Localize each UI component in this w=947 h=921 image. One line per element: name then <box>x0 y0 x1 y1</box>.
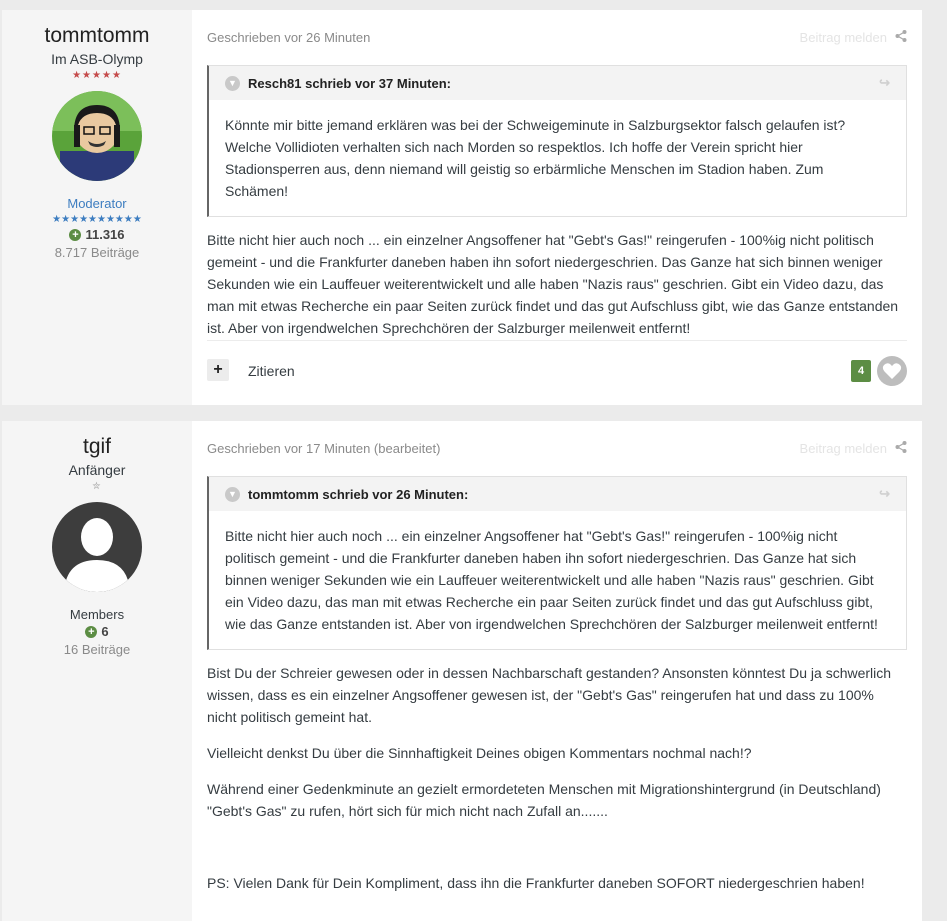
chevron-down-icon[interactable]: ▼ <box>225 76 240 91</box>
quote-author: Resch81 schrieb vor 37 Minuten: <box>248 75 452 91</box>
paragraph: Bist Du der Schreier gewesen oder in dessen Nachbarschaft gestanden? Ansonsten könntest Du ja schwerlich wissen, dass es ein einzelner Angsoffener gewesen ist, der "Gebt's Gas" reingerufen hat und dass zu 100% nicht politisch gemeint hat. <box>207 665 892 725</box>
reputation <box>2 624 192 639</box>
paragraph: PS: Vielen Dank für Dein Kompliment, dass ihn die Frankfurter daneben SOFORT niedergeschrien haben! <box>207 875 865 891</box>
post-content <box>192 421 922 921</box>
post-body <box>207 662 907 894</box>
post <box>2 10 922 405</box>
author-panel <box>2 10 192 405</box>
user-group: Members <box>69 607 125 622</box>
author-name[interactable]: tgif <box>82 435 111 458</box>
author-title: Im ASB-Olymp <box>51 51 143 67</box>
reputation-value: 11.316 <box>85 227 125 242</box>
reaction-count[interactable]: 4 <box>851 360 871 382</box>
paragraph: Bitte nicht hier auch noch ... ein einzelner Angsoffener hat "Gebt's Gas!" reingerufen - 100%ig nicht politisch gemeint - und die Frankfurter daneben haben ihn sofort niedergeschrien. Das Ganze hat sich binnen weniger Sekunden wie ein Lauffeuer weiterentwickelt und alle haben "Nazis raus" geschrien. Gibt ein Video dazu, das man mit etwas Recherche ein paar Seiten zurück findet und das gut Aufschluss gibt, wie das Ganze entstanden ist. Aber von irgendwelchen Sprechchören der Salzburger meilenweit entfernt! <box>207 232 899 336</box>
share-icon[interactable] <box>895 441 907 456</box>
post-actions <box>207 340 907 400</box>
reputation <box>2 227 192 242</box>
share-icon[interactable] <box>895 30 907 45</box>
avatar[interactable] <box>52 502 142 592</box>
reactions <box>851 356 907 386</box>
post-meta <box>207 441 907 456</box>
post-date[interactable]: Geschrieben vor 26 Minuten <box>207 30 371 45</box>
quote-header <box>209 477 906 511</box>
quote-author: tommtomm schrieb vor 26 Minuten: <box>248 486 469 502</box>
avatar[interactable] <box>52 91 142 181</box>
quote-block <box>207 65 907 217</box>
default-avatar-icon <box>52 502 142 592</box>
post <box>2 421 922 921</box>
author-name[interactable]: tommtomm <box>44 24 150 47</box>
post-meta <box>207 30 907 45</box>
quote-block <box>207 476 907 650</box>
quote-body: Könnte mir bitte jemand erklären was bei der Schweigeminute in Salzburgsektor falsch gelaufen ist? Welche Vollidioten verhalten sich nach Morden so respektlos. Ich hoffe der Verein spricht hier Stadionsperren aus, denn niemand will geistig so erbärmliche Menschen im Stadion haben. Zum Schämen! <box>225 117 846 199</box>
report-link[interactable]: Beitrag melden <box>799 30 887 45</box>
rank-stars: ✮ <box>92 481 102 492</box>
post-body <box>207 229 907 339</box>
share-arrow-icon[interactable]: ↪ <box>879 75 890 90</box>
post-count: 8.717 Beiträge <box>54 245 140 260</box>
share-arrow-icon[interactable]: ↪ <box>879 486 890 501</box>
cite-button[interactable]: Zitieren <box>248 362 295 379</box>
plus-icon: + <box>69 229 81 241</box>
post-date[interactable]: Geschrieben vor 17 Minuten (bearbeitet) <box>207 441 441 456</box>
quote-header <box>209 66 906 100</box>
multiquote-button[interactable]: + <box>207 359 229 381</box>
author-panel <box>2 421 192 921</box>
chevron-down-icon[interactable]: ▼ <box>225 487 240 502</box>
paragraph: Während einer Gedenkminute an gezielt ermordeteten Menschen mit Migrationshintergrund (in Deutschland) "Gebt's Gas" zu rufen, hört sich für mich nicht nach Zufall an....... <box>207 781 881 819</box>
user-group: Moderator <box>67 196 127 211</box>
rank-pips: ★★★★★★★★★★ <box>52 214 142 225</box>
heart-icon[interactable] <box>877 356 907 386</box>
paragraph: Vielleicht denkst Du über die Sinnhaftigkeit Deines obigen Kommentars nochmal nach!? <box>207 745 752 761</box>
author-title: Anfänger <box>68 462 126 478</box>
avatar-image <box>52 91 142 181</box>
rank-stars: ★★★★★ <box>72 70 122 81</box>
reputation-value: 6 <box>101 624 109 639</box>
report-link[interactable]: Beitrag melden <box>799 441 887 456</box>
post-count: 16 Beiträge <box>63 642 131 657</box>
post-content <box>192 10 922 405</box>
quote-body: Bitte nicht hier auch noch ... ein einzelner Angsoffener hat "Gebt's Gas!" reingerufen - 100%ig nicht politisch gemeint - und die Frankfurter daneben haben ihn sofort niedergeschrien. Das Ganze hat sich binnen weniger Sekunden wie ein Lauffeuer weiterentwickelt und alle haben "Nazis raus" geschrien. Gibt ein Video dazu, das man mit etwas Recherche ein paar Seiten zurück findet und das gut Aufschluss gibt, wie das Ganze entstanden ist. Aber von irgendwelchen Sprechchören der Salzburger meilenweit entfernt! <box>225 528 878 632</box>
plus-icon: + <box>85 626 97 638</box>
